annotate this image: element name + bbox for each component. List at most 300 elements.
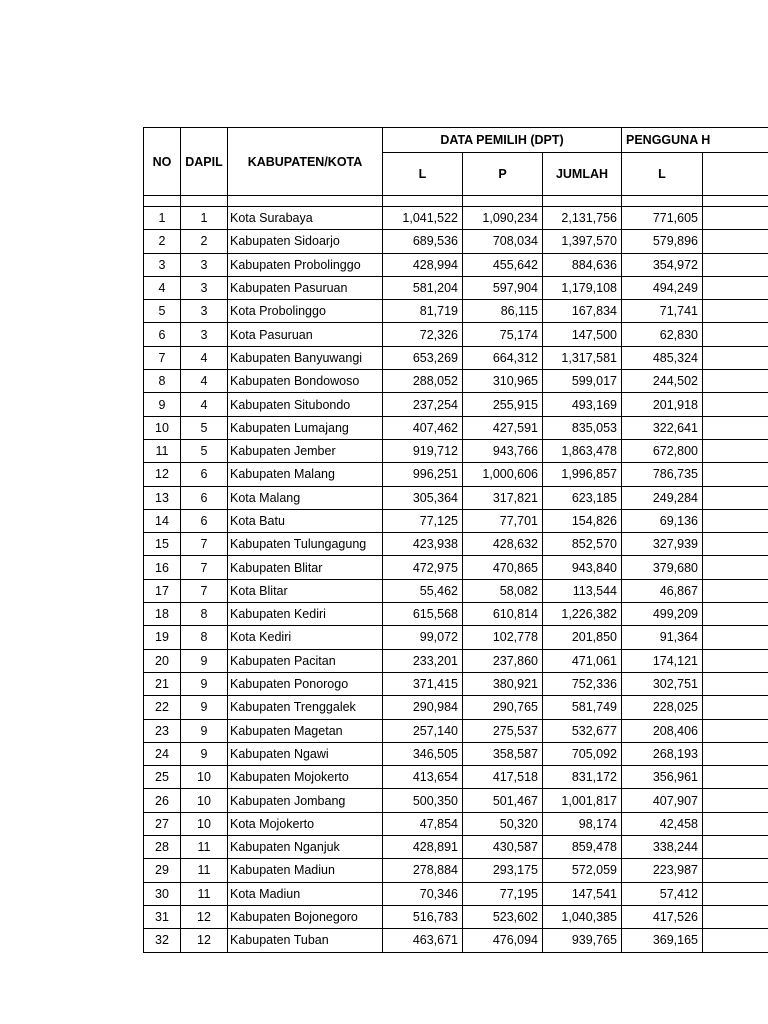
row-pengguna-l: 499,209 [622,603,703,626]
row-pengguna-l: 417,526 [622,905,703,928]
row-jumlah: 581,749 [543,696,622,719]
row-dapil: 4 [181,346,228,369]
row-dapil: 12 [181,929,228,952]
row-jumlah: 705,092 [543,742,622,765]
row-l: 919,712 [383,439,463,462]
row-pengguna-l: 771,605 [622,207,703,230]
row-pengguna-p [703,207,768,230]
row-dapil: 8 [181,603,228,626]
row-kabupaten-kota: Kabupaten Magetan [228,719,383,742]
table-row [144,742,768,765]
row-kabupaten-kota: Kabupaten Banyuwangi [228,346,383,369]
row-kabupaten-kota: Kabupaten Bondowoso [228,370,383,393]
row-dapil: 10 [181,789,228,812]
row-p: 293,175 [463,859,543,882]
row-pengguna-p [703,533,768,556]
row-no: 3 [144,253,181,276]
row-pengguna-p [703,882,768,905]
row-l: 233,201 [383,649,463,672]
row-p: 417,518 [463,766,543,789]
row-p: 75,174 [463,323,543,346]
row-pengguna-l: 223,987 [622,859,703,882]
row-pengguna-p [703,416,768,439]
row-dapil: 1 [181,207,228,230]
row-l: 305,364 [383,486,463,509]
row-p: 86,115 [463,300,543,323]
row-p: 380,921 [463,672,543,695]
voter-data-sheet [143,127,768,953]
row-dapil: 9 [181,719,228,742]
row-dapil: 11 [181,859,228,882]
table-row [144,836,768,859]
row-pengguna-l: 201,918 [622,393,703,416]
row-dapil: 7 [181,556,228,579]
row-kabupaten-kota: Kabupaten Malang [228,463,383,486]
row-kabupaten-kota: Kabupaten Trenggalek [228,696,383,719]
table-row [144,929,768,952]
row-dapil: 5 [181,439,228,462]
row-l: 428,994 [383,253,463,276]
row-pengguna-l: 327,939 [622,533,703,556]
row-no: 5 [144,300,181,323]
row-p: 77,195 [463,882,543,905]
table-row [144,649,768,672]
row-jumlah: 1,226,382 [543,603,622,626]
row-no: 9 [144,393,181,416]
row-no: 32 [144,929,181,952]
row-p: 470,865 [463,556,543,579]
table-row [144,253,768,276]
row-no: 15 [144,533,181,556]
row-l: 500,350 [383,789,463,812]
row-pengguna-l: 379,680 [622,556,703,579]
header-pengguna-p [703,153,768,196]
row-p: 708,034 [463,230,543,253]
row-jumlah: 1,397,570 [543,230,622,253]
header-kabupaten-kota: KABUPATEN/KOTA [228,128,383,196]
row-l: 1,041,522 [383,207,463,230]
row-dapil: 8 [181,626,228,649]
row-jumlah: 599,017 [543,370,622,393]
table-row [144,207,768,230]
table-row [144,603,768,626]
row-p: 290,765 [463,696,543,719]
row-dapil: 6 [181,463,228,486]
row-p: 275,537 [463,719,543,742]
row-p: 1,090,234 [463,207,543,230]
row-no: 24 [144,742,181,765]
row-l: 581,204 [383,276,463,299]
row-no: 26 [144,789,181,812]
row-l: 288,052 [383,370,463,393]
row-l: 413,654 [383,766,463,789]
row-no: 16 [144,556,181,579]
row-kabupaten-kota: Kota Probolinggo [228,300,383,323]
row-dapil: 4 [181,393,228,416]
row-p: 237,860 [463,649,543,672]
row-l: 472,975 [383,556,463,579]
row-no: 25 [144,766,181,789]
row-no: 21 [144,672,181,695]
row-dapil: 6 [181,509,228,532]
header-jumlah: JUMLAH [543,153,622,196]
row-p: 597,904 [463,276,543,299]
row-kabupaten-kota: Kabupaten Lumajang [228,416,383,439]
row-jumlah: 113,544 [543,579,622,602]
row-pengguna-p [703,346,768,369]
row-p: 427,591 [463,416,543,439]
row-l: 278,884 [383,859,463,882]
row-l: 371,415 [383,672,463,695]
table-row [144,672,768,695]
row-jumlah: 1,863,478 [543,439,622,462]
row-pengguna-p [703,905,768,928]
row-pengguna-l: 228,025 [622,696,703,719]
row-pengguna-p [703,439,768,462]
row-jumlah: 752,336 [543,672,622,695]
table-row [144,463,768,486]
row-kabupaten-kota: Kota Mojokerto [228,812,383,835]
row-l: 70,346 [383,882,463,905]
row-kabupaten-kota: Kabupaten Blitar [228,556,383,579]
row-no: 13 [144,486,181,509]
row-dapil: 3 [181,300,228,323]
row-l: 996,251 [383,463,463,486]
row-kabupaten-kota: Kabupaten Pacitan [228,649,383,672]
row-pengguna-p [703,253,768,276]
header-l: L [383,153,463,196]
row-pengguna-p [703,812,768,835]
table-row [144,439,768,462]
row-kabupaten-kota: Kabupaten Madiun [228,859,383,882]
row-jumlah: 943,840 [543,556,622,579]
row-p: 77,701 [463,509,543,532]
row-l: 463,671 [383,929,463,952]
row-jumlah: 1,317,581 [543,346,622,369]
row-p: 523,602 [463,905,543,928]
row-no: 11 [144,439,181,462]
table-row [144,556,768,579]
row-jumlah: 1,040,385 [543,905,622,928]
row-pengguna-l: 91,364 [622,626,703,649]
row-no: 6 [144,323,181,346]
header-dapil: DAPIL [181,128,228,196]
row-pengguna-l: 369,165 [622,929,703,952]
row-pengguna-p [703,719,768,742]
row-l: 407,462 [383,416,463,439]
row-pengguna-p [703,230,768,253]
table-row [144,509,768,532]
row-kabupaten-kota: Kota Malang [228,486,383,509]
row-kabupaten-kota: Kabupaten Jombang [228,789,383,812]
table-row [144,416,768,439]
row-p: 455,642 [463,253,543,276]
row-p: 476,094 [463,929,543,952]
table-row [144,812,768,835]
header-pengguna: PENGGUNA H [622,128,768,153]
row-kabupaten-kota: Kabupaten Tuban [228,929,383,952]
row-p: 430,587 [463,836,543,859]
row-kabupaten-kota: Kota Madiun [228,882,383,905]
row-jumlah: 1,001,817 [543,789,622,812]
row-pengguna-l: 244,502 [622,370,703,393]
row-pengguna-p [703,626,768,649]
row-l: 615,568 [383,603,463,626]
row-pengguna-l: 354,972 [622,253,703,276]
row-dapil: 10 [181,812,228,835]
row-jumlah: 2,131,756 [543,207,622,230]
row-jumlah: 939,765 [543,929,622,952]
row-no: 7 [144,346,181,369]
row-p: 943,766 [463,439,543,462]
row-dapil: 2 [181,230,228,253]
table-row [144,579,768,602]
row-pengguna-l: 46,867 [622,579,703,602]
row-no: 14 [144,509,181,532]
row-pengguna-p [703,649,768,672]
table-row [144,905,768,928]
row-pengguna-l: 407,907 [622,789,703,812]
row-no: 10 [144,416,181,439]
row-pengguna-p [703,672,768,695]
spacer-row [144,196,768,207]
row-pengguna-p [703,742,768,765]
row-pengguna-l: 786,735 [622,463,703,486]
row-pengguna-p [703,323,768,346]
row-pengguna-l: 322,641 [622,416,703,439]
row-pengguna-p [703,393,768,416]
table-row [144,859,768,882]
row-dapil: 9 [181,672,228,695]
row-pengguna-l: 174,121 [622,649,703,672]
row-jumlah: 493,169 [543,393,622,416]
row-pengguna-p [703,789,768,812]
table-row [144,276,768,299]
table-row [144,719,768,742]
row-p: 58,082 [463,579,543,602]
row-jumlah: 147,541 [543,882,622,905]
row-no: 12 [144,463,181,486]
row-kabupaten-kota: Kota Batu [228,509,383,532]
row-l: 346,505 [383,742,463,765]
row-pengguna-p [703,556,768,579]
row-l: 689,536 [383,230,463,253]
row-dapil: 3 [181,253,228,276]
row-pengguna-l: 579,896 [622,230,703,253]
row-l: 72,326 [383,323,463,346]
row-pengguna-l: 57,412 [622,882,703,905]
row-no: 17 [144,579,181,602]
row-jumlah: 831,172 [543,766,622,789]
row-p: 428,632 [463,533,543,556]
row-pengguna-p [703,276,768,299]
row-jumlah: 201,850 [543,626,622,649]
row-p: 50,320 [463,812,543,835]
row-pengguna-p [703,370,768,393]
row-jumlah: 532,677 [543,719,622,742]
row-kabupaten-kota: Kabupaten Mojokerto [228,766,383,789]
row-l: 428,891 [383,836,463,859]
table-row [144,696,768,719]
row-l: 516,783 [383,905,463,928]
row-l: 290,984 [383,696,463,719]
row-dapil: 9 [181,696,228,719]
row-kabupaten-kota: Kota Surabaya [228,207,383,230]
row-no: 2 [144,230,181,253]
table-row [144,766,768,789]
row-pengguna-l: 302,751 [622,672,703,695]
row-jumlah: 147,500 [543,323,622,346]
row-p: 501,467 [463,789,543,812]
row-l: 257,140 [383,719,463,742]
row-pengguna-l: 71,741 [622,300,703,323]
row-no: 30 [144,882,181,905]
row-jumlah: 623,185 [543,486,622,509]
table-row [144,230,768,253]
row-l: 237,254 [383,393,463,416]
row-no: 20 [144,649,181,672]
header-no: NO [144,128,181,196]
row-pengguna-p [703,929,768,952]
row-jumlah: 1,996,857 [543,463,622,486]
row-kabupaten-kota: Kabupaten Pasuruan [228,276,383,299]
row-pengguna-p [703,696,768,719]
row-pengguna-p [703,859,768,882]
row-kabupaten-kota: Kabupaten Kediri [228,603,383,626]
row-p: 1,000,606 [463,463,543,486]
row-dapil: 11 [181,836,228,859]
row-jumlah: 167,834 [543,300,622,323]
table-row [144,393,768,416]
row-dapil: 7 [181,533,228,556]
row-kabupaten-kota: Kabupaten Bojonegoro [228,905,383,928]
row-p: 664,312 [463,346,543,369]
row-kabupaten-kota: Kabupaten Sidoarjo [228,230,383,253]
row-no: 27 [144,812,181,835]
row-pengguna-l: 338,244 [622,836,703,859]
table-row [144,370,768,393]
row-kabupaten-kota: Kabupaten Ponorogo [228,672,383,695]
row-kabupaten-kota: Kabupaten Ngawi [228,742,383,765]
row-dapil: 6 [181,486,228,509]
row-pengguna-l: 42,458 [622,812,703,835]
row-jumlah: 471,061 [543,649,622,672]
row-dapil: 3 [181,276,228,299]
row-kabupaten-kota: Kota Pasuruan [228,323,383,346]
row-pengguna-l: 494,249 [622,276,703,299]
row-kabupaten-kota: Kabupaten Nganjuk [228,836,383,859]
row-dapil: 9 [181,742,228,765]
row-no: 18 [144,603,181,626]
row-pengguna-p [703,836,768,859]
row-kabupaten-kota: Kabupaten Tulungagung [228,533,383,556]
header-data-pemilih: DATA PEMILIH (DPT) [383,128,622,153]
row-pengguna-l: 208,406 [622,719,703,742]
row-jumlah: 98,174 [543,812,622,835]
row-jumlah: 884,636 [543,253,622,276]
row-jumlah: 859,478 [543,836,622,859]
row-dapil: 11 [181,882,228,905]
row-jumlah: 154,826 [543,509,622,532]
row-dapil: 3 [181,323,228,346]
header-p: P [463,153,543,196]
row-pengguna-p [703,486,768,509]
row-jumlah: 852,570 [543,533,622,556]
row-kabupaten-kota: Kabupaten Probolinggo [228,253,383,276]
row-pengguna-p [703,300,768,323]
row-p: 610,814 [463,603,543,626]
row-kabupaten-kota: Kabupaten Jember [228,439,383,462]
row-dapil: 5 [181,416,228,439]
row-pengguna-p [703,603,768,626]
row-no: 28 [144,836,181,859]
row-no: 1 [144,207,181,230]
row-no: 8 [144,370,181,393]
voter-data-table [143,127,768,953]
row-no: 31 [144,905,181,928]
row-no: 4 [144,276,181,299]
row-pengguna-p [703,579,768,602]
row-pengguna-l: 268,193 [622,742,703,765]
row-pengguna-l: 62,830 [622,323,703,346]
row-pengguna-l: 485,324 [622,346,703,369]
row-pengguna-p [703,766,768,789]
table-row [144,323,768,346]
table-row [144,882,768,905]
row-l: 77,125 [383,509,463,532]
table-row [144,789,768,812]
row-l: 653,269 [383,346,463,369]
row-l: 81,719 [383,300,463,323]
row-p: 255,915 [463,393,543,416]
row-kabupaten-kota: Kota Blitar [228,579,383,602]
row-p: 102,778 [463,626,543,649]
row-l: 47,854 [383,812,463,835]
row-no: 22 [144,696,181,719]
row-l: 423,938 [383,533,463,556]
row-p: 310,965 [463,370,543,393]
row-dapil: 7 [181,579,228,602]
table-row [144,486,768,509]
row-dapil: 4 [181,370,228,393]
row-jumlah: 1,179,108 [543,276,622,299]
header-pengguna-l: L [622,153,703,196]
row-kabupaten-kota: Kota Kediri [228,626,383,649]
table-body [144,196,768,953]
row-l: 99,072 [383,626,463,649]
row-dapil: 9 [181,649,228,672]
row-pengguna-l: 249,284 [622,486,703,509]
table-header [144,128,768,196]
row-pengguna-l: 69,136 [622,509,703,532]
row-kabupaten-kota: Kabupaten Situbondo [228,393,383,416]
row-pengguna-l: 356,961 [622,766,703,789]
row-dapil: 10 [181,766,228,789]
row-p: 358,587 [463,742,543,765]
table-row [144,346,768,369]
row-no: 23 [144,719,181,742]
table-row [144,300,768,323]
table-row [144,533,768,556]
row-pengguna-l: 672,800 [622,439,703,462]
row-no: 19 [144,626,181,649]
row-dapil: 12 [181,905,228,928]
row-l: 55,462 [383,579,463,602]
row-jumlah: 572,059 [543,859,622,882]
table-row [144,626,768,649]
row-jumlah: 835,053 [543,416,622,439]
row-pengguna-p [703,463,768,486]
